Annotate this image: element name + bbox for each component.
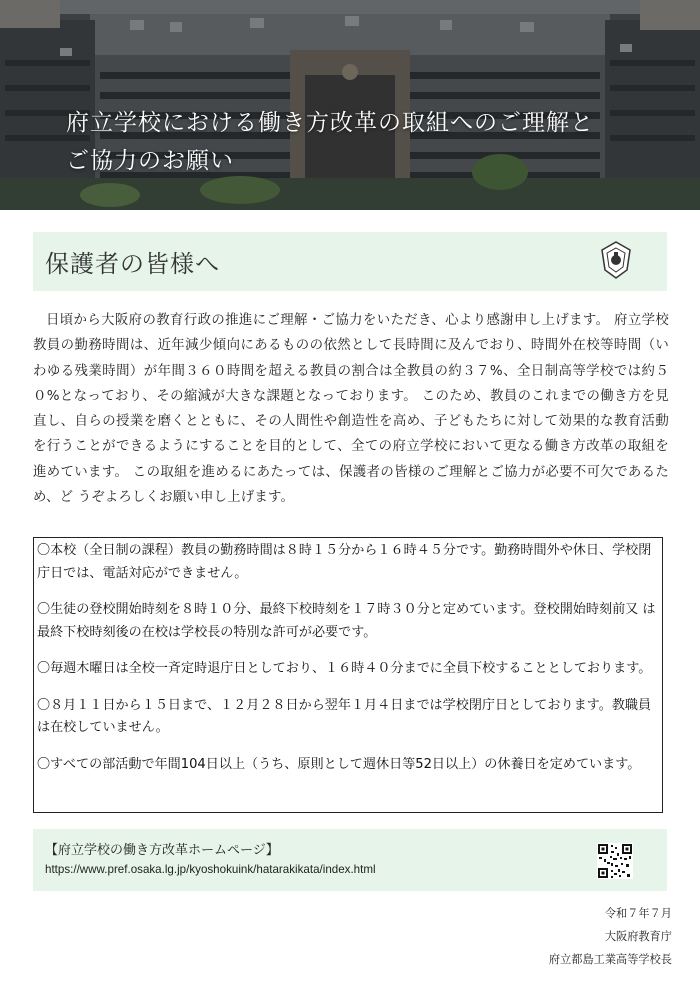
homepage-link-band (33, 829, 667, 891)
notice-item-closure-days: 〇８月１１日から１５日まで、１２月２８日から翌年１月４日までは学校閉庁日としております。教職員は在校していません。 (37, 697, 652, 735)
footer-signature (549, 902, 672, 971)
section-heading: 保護者の皆様へ (45, 250, 220, 278)
homepage-url-link[interactable]: https://www.pref.osaka.lg.jp/kyoshokuink/hatarakikata/index.html (45, 863, 376, 876)
page-title (66, 104, 666, 180)
homepage-link-title: 【府立学校の働き方改革ホームページ】 (45, 843, 279, 858)
notice-item-club-rest-days: 〇すべての部活動で年間104日以上（うち、原則として週休日等52日以上）の休養日を定めています。 (37, 756, 641, 772)
section-heading-band (33, 232, 667, 291)
school-emblem-icon (599, 240, 633, 280)
footer-organization: 大阪府教育庁 (604, 930, 672, 943)
notice-box (33, 537, 663, 813)
notice-item-working-hours: 〇本校（全日制の課程）教員の勤務時間は８時１５分から１６時４５分です。勤務時間外や休日、学校閉庁日では、電話対応ができません。 (37, 543, 652, 581)
hero-banner (0, 0, 700, 210)
page-title-line1: 府立学校における働き方改革の取組へのご理解と (66, 110, 594, 136)
intro-paragraph: 日頃から大阪府の教育行政の推進にご理解・ご協力をいただき、心より感謝申し上げます。 府立学校教員の勤務時間は、近年減少傾向にあるものの依然として長時間に及んでおり、時間外在校等時間（いわゆる残業時間）が年間３６０時間を超える教員の割合は全教員の約３７%、全日制高等学校では約５０%となっており、その縮減が大きな課題となっております。 このため、教員のこれまでの働き方を見直し、自らの授業を磨くとともに、その人間性や創造性を高め、子どもたちに対して効果的な教育活動を行うことができるようにすることを目的として、全ての府立学校において更なる働き方改革の取組を進めています。 この取組を進めるにあたっては、保護者の皆様のご理解とご協力が必要不可欠であるため、ど うぞよろしくお願い申し上げます。 (33, 313, 669, 506)
page-title-line2: ご協力のお願い (66, 148, 234, 174)
footer-date: 令和７年７月 (604, 907, 672, 920)
footer-signer: 府立都島工業高等学校長 (548, 953, 672, 966)
notice-item-school-hours: 〇生徒の登校開始時刻を８時１０分、最終下校時刻を１７時３０分と定めています。登校開始時刻前又 は最終下校時刻後の在校は学校長の特別な許可が必要です。 (37, 602, 656, 640)
notice-item-thursday: 〇毎週木曜日は全校一斉定時退庁日としており、１６時４０分までに全員下校することとしております。 (37, 661, 652, 676)
qr-code-icon[interactable] (597, 843, 633, 879)
